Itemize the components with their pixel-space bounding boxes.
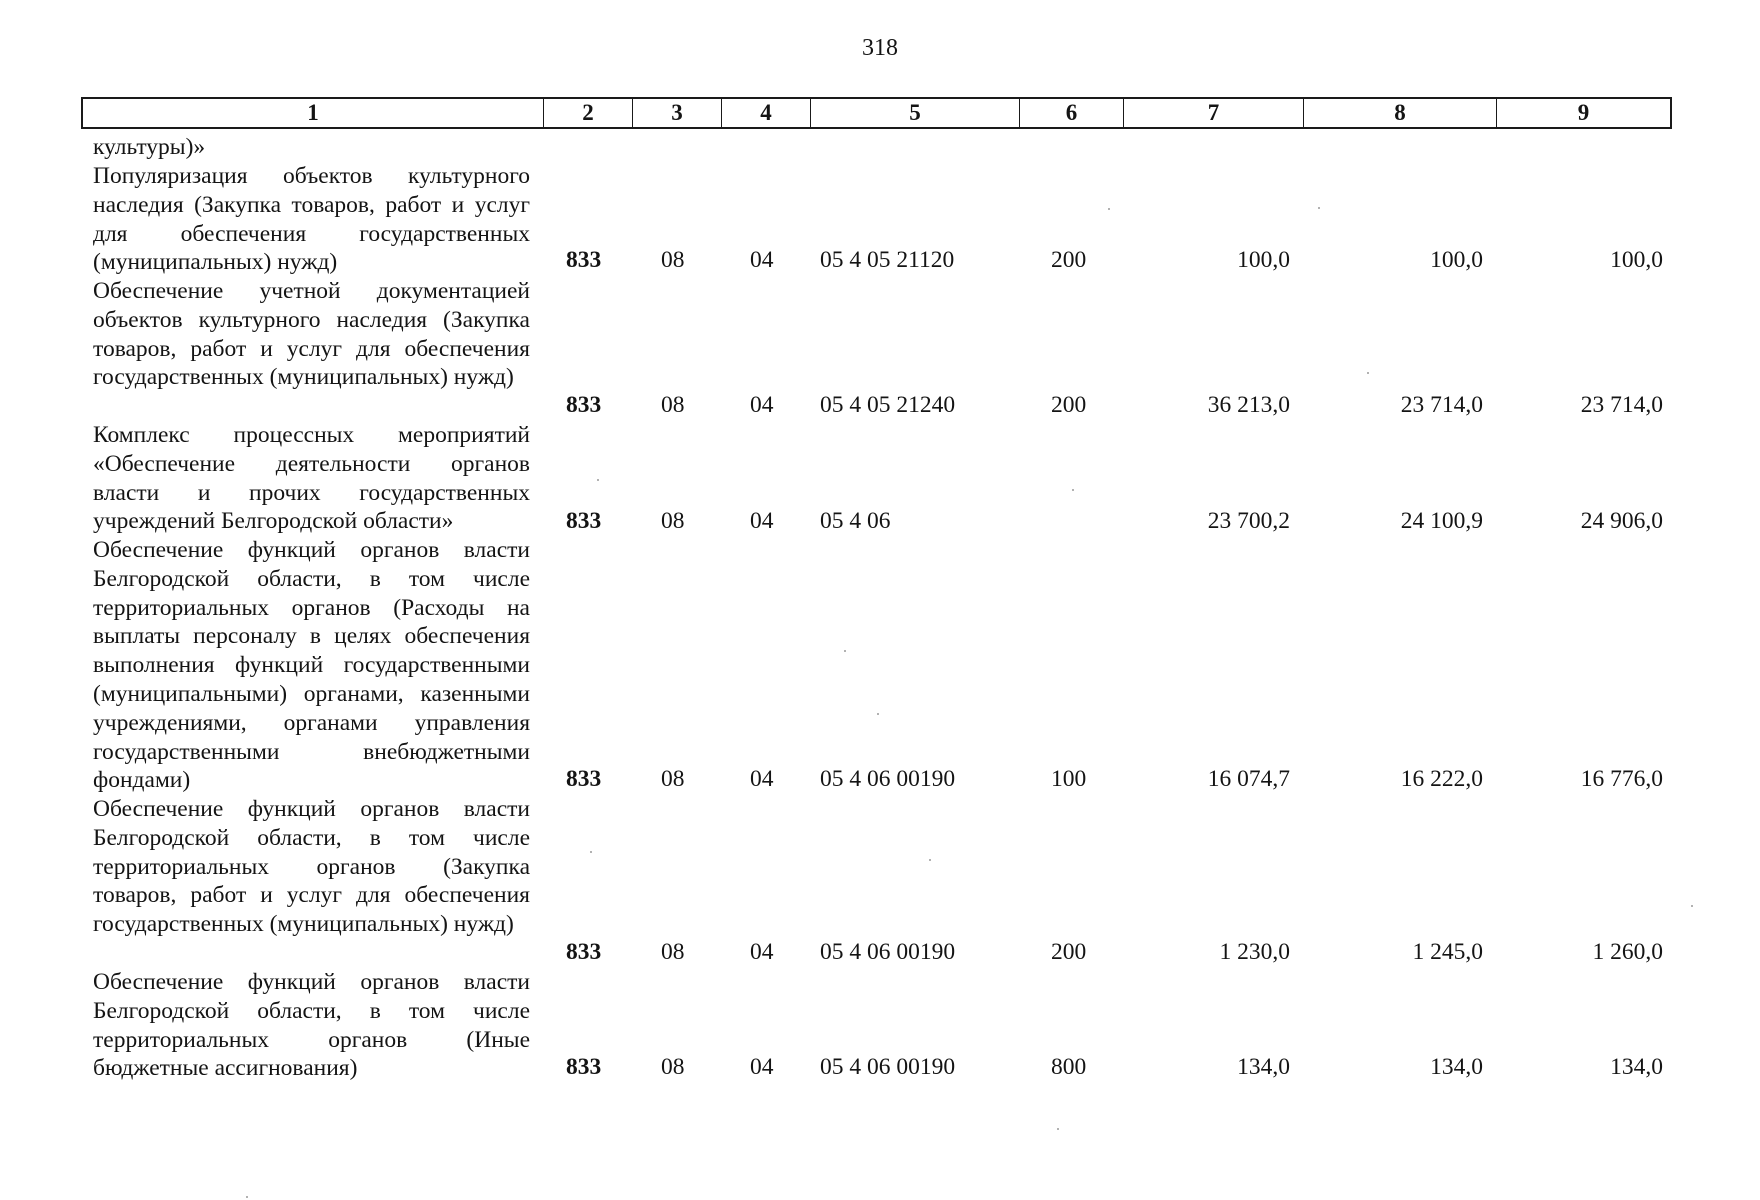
row-description: Обеспечение учетной документацией объектов культурного наследия (Закупка товаров, работ и услуг для обеспечения государственных (муниципальных) нужд) <box>93 278 530 391</box>
cell-col-4: 04 <box>750 1054 774 1080</box>
cell-col-9: 1 260,0 <box>1592 939 1663 965</box>
cell-col-2: 833 <box>566 766 602 792</box>
cell-col-4: 04 <box>750 508 774 534</box>
cell-col-9: 100,0 <box>1610 247 1663 273</box>
header-col-5: 5 <box>810 99 1019 127</box>
cell-col-9: 134,0 <box>1610 1054 1663 1080</box>
cell-col-3: 08 <box>661 766 685 792</box>
cell-col-8: 16 222,0 <box>1400 766 1483 792</box>
scan-speck <box>1318 207 1320 209</box>
cell-col-8: 134,0 <box>1430 1054 1483 1080</box>
header-col-7: 7 <box>1123 99 1303 127</box>
cell-col-5: 05 4 05 21120 <box>820 247 955 273</box>
cell-col-4: 04 <box>750 939 774 965</box>
cell-col-2: 833 <box>566 1054 602 1080</box>
row-description: Популяризация объектов культурного наследия (Закупка товаров, работ и услуг для обеспечения государственных (муниципальных) нужд) <box>93 163 530 276</box>
cell-col-7: 100,0 <box>1237 247 1290 273</box>
cell-col-9: 16 776,0 <box>1580 766 1663 792</box>
row-description: Обеспечение функций органов власти Белгородской области, в том числе территориальных органов (Иные бюджетные ассигнования) <box>93 969 530 1082</box>
cell-col-3: 08 <box>661 1054 685 1080</box>
header-col-8: 8 <box>1303 99 1496 127</box>
cell-col-7: 23 700,2 <box>1207 508 1290 534</box>
cell-col-5: 05 4 06 00190 <box>820 939 956 965</box>
cell-col-4: 04 <box>750 392 774 418</box>
cell-col-5: 05 4 05 21240 <box>820 392 956 418</box>
cell-col-5: 05 4 06 <box>820 508 891 534</box>
header-col-1: 1 <box>307 100 319 125</box>
header-col-3: 3 <box>632 99 721 127</box>
cell-col-3: 08 <box>661 392 685 418</box>
row-description: Обеспечение функций органов власти Белгородской области, в том числе территориальных органов (Закупка товаров, работ и услуг для обеспечения государственных (муниципальных) нужд) <box>93 796 530 938</box>
scan-speck <box>1691 905 1693 907</box>
scan-speck <box>590 851 592 853</box>
cell-col-2: 833 <box>566 247 602 273</box>
page-number: 318 <box>862 35 898 61</box>
cell-col-8: 23 714,0 <box>1400 392 1483 418</box>
cell-col-3: 08 <box>661 939 685 965</box>
header-col-6: 6 <box>1019 99 1123 127</box>
cell-col-4: 04 <box>750 766 774 792</box>
row-description: Комплекс процессных мероприятий «Обеспечение деятельности органов власти и прочих государственных учреждений Белгородской области» <box>93 422 530 535</box>
scan-speck <box>1108 208 1110 210</box>
cell-col-8: 24 100,9 <box>1400 508 1483 534</box>
scan-speck <box>246 1196 248 1198</box>
cell-col-8: 100,0 <box>1430 247 1483 273</box>
table-header <box>81 97 1672 129</box>
cell-col-7: 16 074,7 <box>1207 766 1290 792</box>
cell-col-9: 23 714,0 <box>1580 392 1663 418</box>
scan-speck <box>1072 489 1074 491</box>
cell-col-7: 36 213,0 <box>1207 392 1290 418</box>
cell-col-7: 134,0 <box>1237 1054 1290 1080</box>
cell-col-3: 08 <box>661 508 685 534</box>
header-col-2: 2 <box>543 99 632 127</box>
continuation-text: культуры)» <box>93 134 206 160</box>
cell-col-6: 800 <box>1051 1054 1087 1080</box>
scan-speck <box>597 479 599 481</box>
header-col-4: 4 <box>721 99 810 127</box>
cell-col-5: 05 4 06 00190 <box>820 766 956 792</box>
cell-col-9: 24 906,0 <box>1580 508 1663 534</box>
cell-col-6: 200 <box>1051 939 1087 965</box>
cell-col-6: 200 <box>1051 247 1087 273</box>
cell-col-5: 05 4 06 00190 <box>820 1054 956 1080</box>
scan-speck <box>1057 1128 1059 1130</box>
scan-speck <box>844 650 846 652</box>
cell-col-8: 1 245,0 <box>1412 939 1483 965</box>
scan-speck <box>1367 372 1369 374</box>
cell-col-6: 200 <box>1051 392 1087 418</box>
scan-speck <box>929 859 931 861</box>
cell-col-2: 833 <box>566 392 602 418</box>
cell-col-2: 833 <box>566 508 602 534</box>
scan-speck <box>877 713 879 715</box>
cell-col-7: 1 230,0 <box>1219 939 1290 965</box>
cell-col-3: 08 <box>661 247 685 273</box>
cell-col-4: 04 <box>750 247 774 273</box>
header-col-9: 9 <box>1496 99 1670 127</box>
row-description: Обеспечение функций органов власти Белгородской области, в том числе территориальных органов (Расходы на выплаты персоналу в целях обеспечения выполнения функций государственными (муниципальными) органами, казенными учреждениями, органами управления государственными внебюджетными фондами) <box>93 537 530 794</box>
cell-col-6: 100 <box>1051 766 1087 792</box>
cell-col-2: 833 <box>566 939 602 965</box>
